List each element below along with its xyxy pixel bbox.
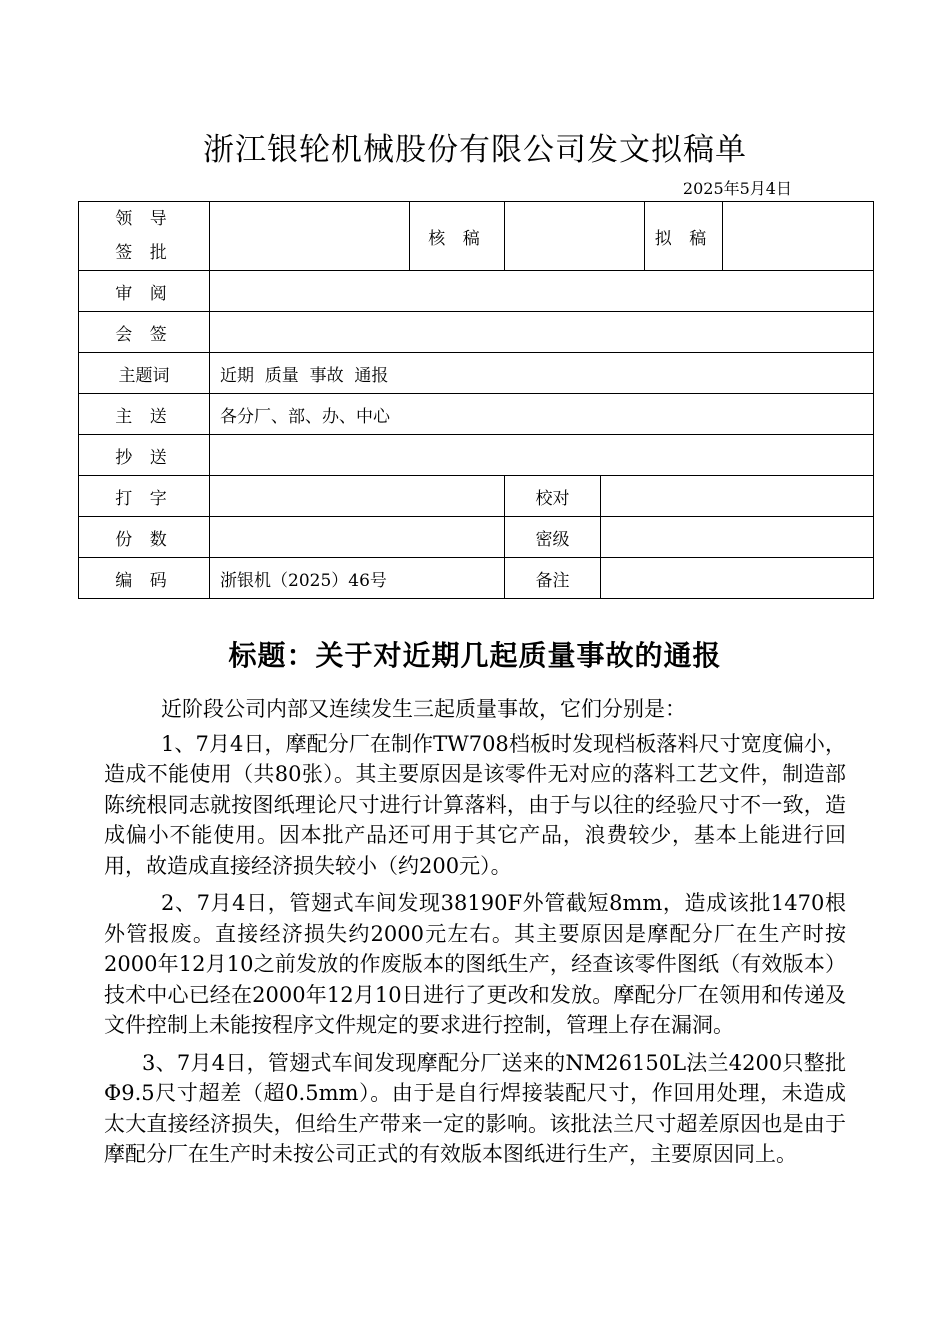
leader-approval-label xyxy=(79,202,210,271)
notice-item-1: 1、7月4日，摩配分厂在制作TW708档板时发现档板落料尺寸宽度偏小，造成不能使用（共80张）。其主要原因是该零件无对应的落料工艺文件，制造部陈统根同志就按图纸理论尺寸进行计算落料，由于与以往的经验尺寸不一致，造成偏小不能使用。因本批产品还可用于其它产品，浪费较少，基本上能进行回用，故造成直接经济损失较小（约200元）。 xyxy=(104,731,846,878)
page-title: 浙江银轮机械股份有限公司发文拟稿单 xyxy=(203,132,747,168)
security-level-field[interactable] xyxy=(601,517,874,558)
code-label: 编 码 xyxy=(79,558,210,599)
cc-label: 抄 送 xyxy=(79,435,210,476)
copies-field[interactable] xyxy=(210,517,505,558)
security-level-label: 密级 xyxy=(505,517,601,558)
keywords-value: 近期 质量 事故 通报 xyxy=(210,353,874,394)
code-value: 浙银机（2025）46号 xyxy=(210,558,505,599)
reviewed-label: 审 阅 xyxy=(79,271,210,312)
typist-field[interactable] xyxy=(210,476,505,517)
reviewed-field[interactable] xyxy=(210,271,874,312)
notice-intro: 近阶段公司内部又连续发生三起质量事故，它们分别是： xyxy=(161,697,686,721)
keywords-label: 主题词 xyxy=(79,353,210,394)
drafter-field[interactable] xyxy=(723,202,874,271)
remarks-field[interactable] xyxy=(601,558,874,599)
leader-approval-line2: 签 批 xyxy=(115,243,173,263)
copies-label: 份 数 xyxy=(79,517,210,558)
countersign-label: 会 签 xyxy=(79,312,210,353)
typist-label: 打 字 xyxy=(79,476,210,517)
leader-approval-line1: 领 导 xyxy=(115,209,173,229)
draft-form-table xyxy=(78,201,874,599)
countersign-field[interactable] xyxy=(210,312,874,353)
proofread-field[interactable] xyxy=(601,476,874,517)
notice-item-2: 2、7月4日，管翅式车间发现38190F外管截短8mm，造成该批1470根外管报废。直接经济损失约2000元左右。其主要原因是摩配分厂在生产时按2000年12月10之前发放的作废版本的图纸生产，经查该零件图纸（有效版本）技术中心已经在2000年12月10日进行了更改和发放。摩配分厂在领用和传递及文件控制上未能按程序文件规定的要求进行控制，管理上存在漏洞。 xyxy=(104,891,846,1037)
notice-body xyxy=(104,694,846,1170)
main-recipient-value: 各分厂、部、办、中心 xyxy=(210,394,874,435)
remarks-label: 备注 xyxy=(505,558,601,599)
notice-title: 标题：关于对近期几起质量事故的通报 xyxy=(228,639,722,672)
review-draft-label: 核 稿 xyxy=(410,202,505,271)
notice-item-3: 3、7月4日，管翅式车间发现摩配分厂送来的NM26150L法兰4200只整批Φ9.5尺寸超差（超0.5mm）。由于是自行焊接装配尺寸，作回用处理，未造成太大直接经济损失，但给生产带来一定的影响。该批法兰尺寸超差原因也是由于摩配分厂在生产时未按公司正式的有效版本图纸进行生产，主要原因同上。 xyxy=(104,1050,846,1166)
review-draft-field[interactable] xyxy=(505,202,645,271)
cc-field[interactable] xyxy=(210,435,874,476)
main-recipient-label: 主 送 xyxy=(79,394,210,435)
proofread-label: 校对 xyxy=(505,476,601,517)
leader-approval-field[interactable] xyxy=(210,202,410,271)
drafter-label: 拟 稿 xyxy=(645,202,723,271)
document-date: 2025年5月4日 xyxy=(682,179,792,198)
